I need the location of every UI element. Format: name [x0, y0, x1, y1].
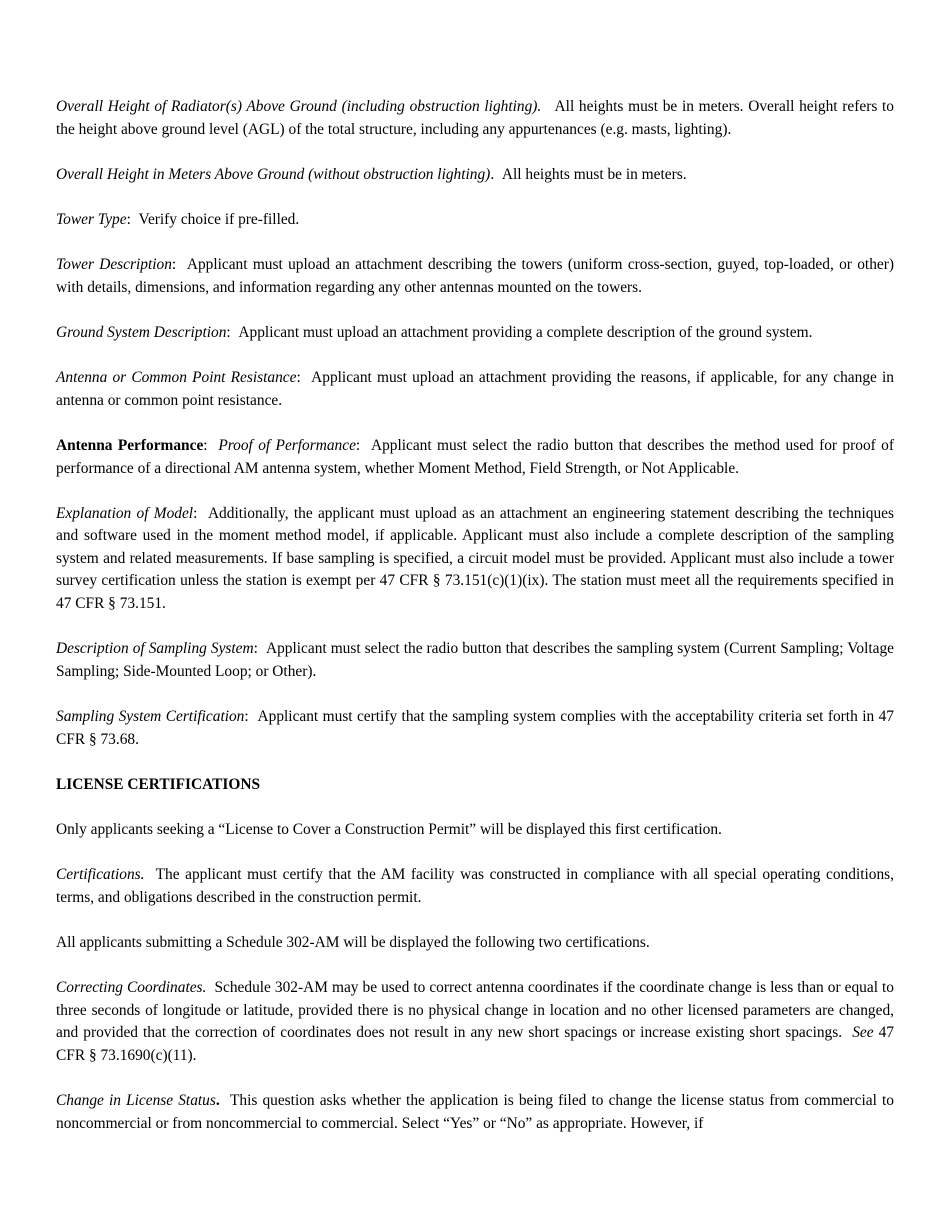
- label-punctuation: .: [215, 1092, 220, 1110]
- paragraph-overall-height-with-lighting: [56, 96, 894, 141]
- field-label: Ground System Description: [56, 323, 227, 341]
- paragraph-sampling-system-description: [56, 638, 894, 683]
- paragraph-text: Applicant must select the radio button that describes the sampling system (Current Sampling; Voltage Sampling; Side-Mounted Loop; or Other).: [56, 640, 894, 680]
- paragraph-all-applicants-note: [56, 932, 894, 955]
- field-label: Tower Description: [56, 256, 172, 274]
- paragraph-text: Applicant must select the radio button that describes the method used for proof of performance of a directional AM antenna system, whether Moment Method, Field Strength, or Not Applicable.: [56, 436, 894, 477]
- label-punctuation: :: [296, 369, 301, 387]
- paragraph-text: Verify choice if pre-filled.: [138, 210, 300, 228]
- paragraph-text: Applicant must upload an attachment providing the reasons, if applicable, for any change in antenna or common point resistance.: [56, 369, 894, 409]
- field-label: Tower Type: [56, 210, 127, 228]
- paragraph-text: All applicants submitting a Schedule 302-AM will be displayed the following two certifications.: [56, 933, 650, 951]
- paragraph-antenna-performance: [56, 435, 894, 480]
- paragraph-explanation-of-model: [56, 503, 894, 616]
- paragraph-text: All heights must be in meters.: [501, 165, 687, 183]
- paragraph-sampling-system-certification: [56, 706, 894, 751]
- paragraph-change-in-license-status: [56, 1090, 894, 1135]
- field-label: Overall Height in Meters Above Ground (without obstruction lighting): [56, 165, 491, 183]
- label-punctuation: .: [490, 165, 495, 183]
- label-punctuation: :: [244, 708, 249, 726]
- paragraph-overall-height-without-lighting: [56, 164, 894, 187]
- paragraph-text: All heights must be in meters. Overall height refers to the height above ground level (AGL) of the total structure, including any appurtenances (e.g. masts, lighting).: [56, 98, 894, 138]
- paragraph-text: Applicant must certify that the sampling system complies with the acceptability criteria set forth in 47 CFR § 73.68.: [56, 708, 894, 748]
- paragraph-tower-type: [56, 209, 894, 232]
- label-punctuation: :: [126, 210, 131, 228]
- paragraph-tower-description: [56, 254, 894, 299]
- paragraph-ground-system: [56, 322, 894, 345]
- section-label: Antenna Performance: [56, 436, 204, 454]
- paragraph-text: This question asks whether the application is being filed to change the license status from commercial to noncommercial or from noncommercial to commercial. Select “Yes” or “No” as appropriate. However, if: [56, 1092, 894, 1132]
- see-reference: See: [852, 1024, 874, 1042]
- label-punctuation: :: [226, 323, 231, 341]
- paragraph-certifications: [56, 864, 894, 909]
- field-label: Overall Height of Radiator(s) Above Ground (including obstruction lighting).: [56, 98, 542, 115]
- section-heading-license-certifications: LICENSE CERTIFICATIONS: [56, 775, 261, 793]
- label-separator: :: [203, 436, 208, 454]
- field-label: Proof of Performance: [218, 436, 356, 454]
- field-label: Antenna or Common Point Resistance: [56, 369, 297, 387]
- paragraph-antenna-resistance: [56, 367, 894, 412]
- paragraph-text: Applicant must upload an attachment describing the towers (uniform cross-section, guyed, top-loaded, or other) with details, dimensions, and information regarding any other antennas mounted on the towers.: [56, 256, 894, 296]
- label-punctuation: :: [193, 504, 198, 522]
- document-page: [56, 96, 894, 1158]
- paragraph-text: The applicant must certify that the AM facility was constructed in compliance with all special operating conditions, terms, and obligations described in the construction permit.: [56, 866, 894, 906]
- cfr-citation: 47 CFR § 73.1690(c)(11).: [56, 1024, 894, 1064]
- paragraph-text: Additionally, the applicant must upload as an attachment an engineering statement describing the techniques and software used in the moment method model, if applicable. Applicant must also include a complete description of the sampling system and related measurements. If base sampling is specified, a circuit model must be provided. Applicant must also include a tower survey certification unless the station is exempt per 47 CFR § 73.151(c)(1)(ix). The station must meet all the requirements specified in 47 CFR § 73.151.: [56, 504, 894, 613]
- paragraph-text: Schedule 302-AM may be used to correct antenna coordinates if the coordinate change is less than or equal to three seconds of longitude or latitude, provided there is no physical change in location and no other licensed parameters are changed, and provided that the correction of coordinates does not result in any new short spacings or increase existing short spacings.: [56, 979, 894, 1042]
- field-label: Sampling System Certification: [56, 708, 245, 726]
- field-label: Correcting Coordinates.: [56, 979, 207, 997]
- label-punctuation: :: [355, 436, 361, 454]
- field-label: Description of Sampling System: [56, 640, 254, 658]
- field-label: Explanation of Model: [56, 504, 194, 522]
- label-punctuation: :: [171, 256, 177, 274]
- field-label: Change in License Status: [56, 1092, 216, 1110]
- label-punctuation: :: [253, 640, 258, 658]
- paragraph-text: Applicant must upload an attachment providing a complete description of the ground system.: [238, 323, 813, 341]
- paragraph-license-to-cover-note: [56, 819, 894, 842]
- field-label: Certifications.: [56, 866, 145, 884]
- paragraph-correcting-coordinates: [56, 977, 894, 1067]
- paragraph-text: Only applicants seeking a “License to Cover a Construction Permit” will be displayed this first certification.: [56, 821, 722, 838]
